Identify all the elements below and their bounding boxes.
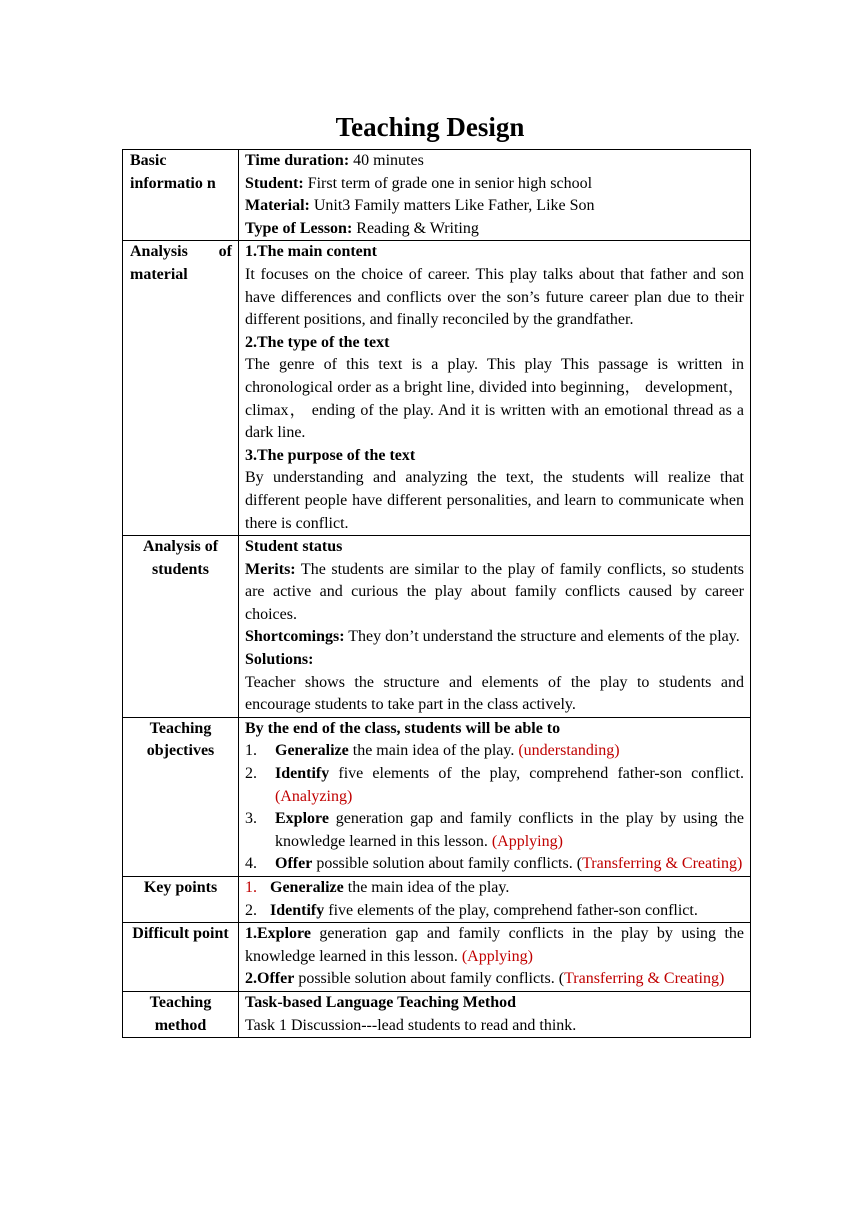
solutions-heading: Solutions: [245, 651, 314, 669]
difficult-point-content [239, 923, 751, 992]
student-line: Student: First term of grade one in senior high school [245, 174, 593, 192]
row-teaching-method [123, 991, 751, 1037]
label-teaching-objectives: Teaching objectives [123, 717, 239, 876]
row-teaching-objectives [123, 717, 751, 876]
objective-item: 3. Explore generation gap and family conflicts in the play by using the knowledge learned in this lesson. (Applying) [245, 810, 744, 850]
objective-item: 1. Generalize the main idea of the play. (understanding) [245, 742, 620, 760]
shortcomings-paragraph: Shortcomings: They don’t understand the structure and elements of the play. [245, 628, 740, 646]
main-content-text: It focuses on the choice of career. This play talks about that father and son have differences and conflicts over the son’s future career plan due to their different positions, and finally reconciled by the grandfather. [245, 265, 744, 329]
difficult-point-1: 1.Explore generation gap and family conflicts in the play by using the knowledge learned in this lesson. (Applying) [245, 925, 744, 965]
label-analysis-of-students: Analysis of students [123, 536, 239, 718]
row-difficult-point [123, 923, 751, 992]
label-teaching-method: Teaching method [123, 991, 239, 1037]
text-purpose-heading: 3.The purpose of the text [245, 446, 416, 464]
teaching-objectives-content [239, 717, 751, 876]
label-basic-information: Basic informatio n [123, 150, 239, 241]
row-basic-information [123, 150, 751, 241]
analysis-of-students-content [239, 536, 751, 718]
student-status-heading: Student status [245, 538, 343, 556]
label-difficult-point: Difficult point [123, 923, 239, 992]
text-type-heading: 2.The type of the text [245, 333, 390, 351]
objectives-intro: By the end of the class, students will be able to [245, 719, 561, 737]
label-key-points: Key points [123, 877, 239, 923]
lesson-type-line: Type of Lesson: Reading & Writing [245, 219, 479, 237]
solutions-text: Teacher shows the structure and elements of the play to students and encourage students to take part in the class actively. [245, 673, 744, 714]
objective-item: 4. Offer possible solution about family conflicts. (Transferring & Creating) [245, 855, 743, 873]
material-line: Material: Unit3 Family matters Like Father, Like Son [245, 197, 595, 215]
method-name: Task-based Language Teaching Method [245, 993, 517, 1011]
text-type-text: The genre of this text is a play. This play This passage is written in chronological order as a bright line, divided into beginning， development， climax， ending of the play. And it is written with an emotional thread as a dark line. [245, 356, 744, 442]
teaching-method-content [239, 991, 751, 1037]
text-purpose-text: By understanding and analyzing the text, the students will realize that different people have different personalities, and learn to communicate when there is conflict. [245, 469, 744, 532]
time-duration-line: Time duration: 40 minutes [245, 152, 424, 169]
difficult-point-2: 2.Offer possible solution about family conflicts. (Transferring & Creating) [245, 970, 725, 988]
key-points-content [239, 877, 751, 923]
label-analysis-of-material: Analysis of material [123, 241, 239, 536]
main-content-heading: 1.The main content [245, 243, 377, 261]
merits-paragraph: Merits: The students are similar to the play of family conflicts, so students are active and curious the play about family conflicts caused by career choices. [245, 560, 744, 623]
key-point-item: 2. Identify five elements of the play, comprehend father-son conflict. [245, 901, 698, 919]
objectives-list [245, 740, 744, 876]
page-title: Teaching Design [335, 112, 525, 142]
row-analysis-of-students [123, 536, 751, 718]
analysis-of-material-content [239, 241, 751, 536]
task-1-line: Task 1 Discussion---lead students to read and think. [245, 1016, 577, 1034]
row-key-points [123, 877, 751, 923]
row-analysis-of-material [123, 241, 751, 536]
key-point-item: 1. Generalize the main idea of the play. [245, 879, 510, 896]
basic-information-content [239, 150, 751, 241]
objective-item: 2. Identify five elements of the play, comprehend father-son conflict. (Analyzing) [245, 765, 744, 805]
teaching-design-table [122, 149, 751, 1038]
